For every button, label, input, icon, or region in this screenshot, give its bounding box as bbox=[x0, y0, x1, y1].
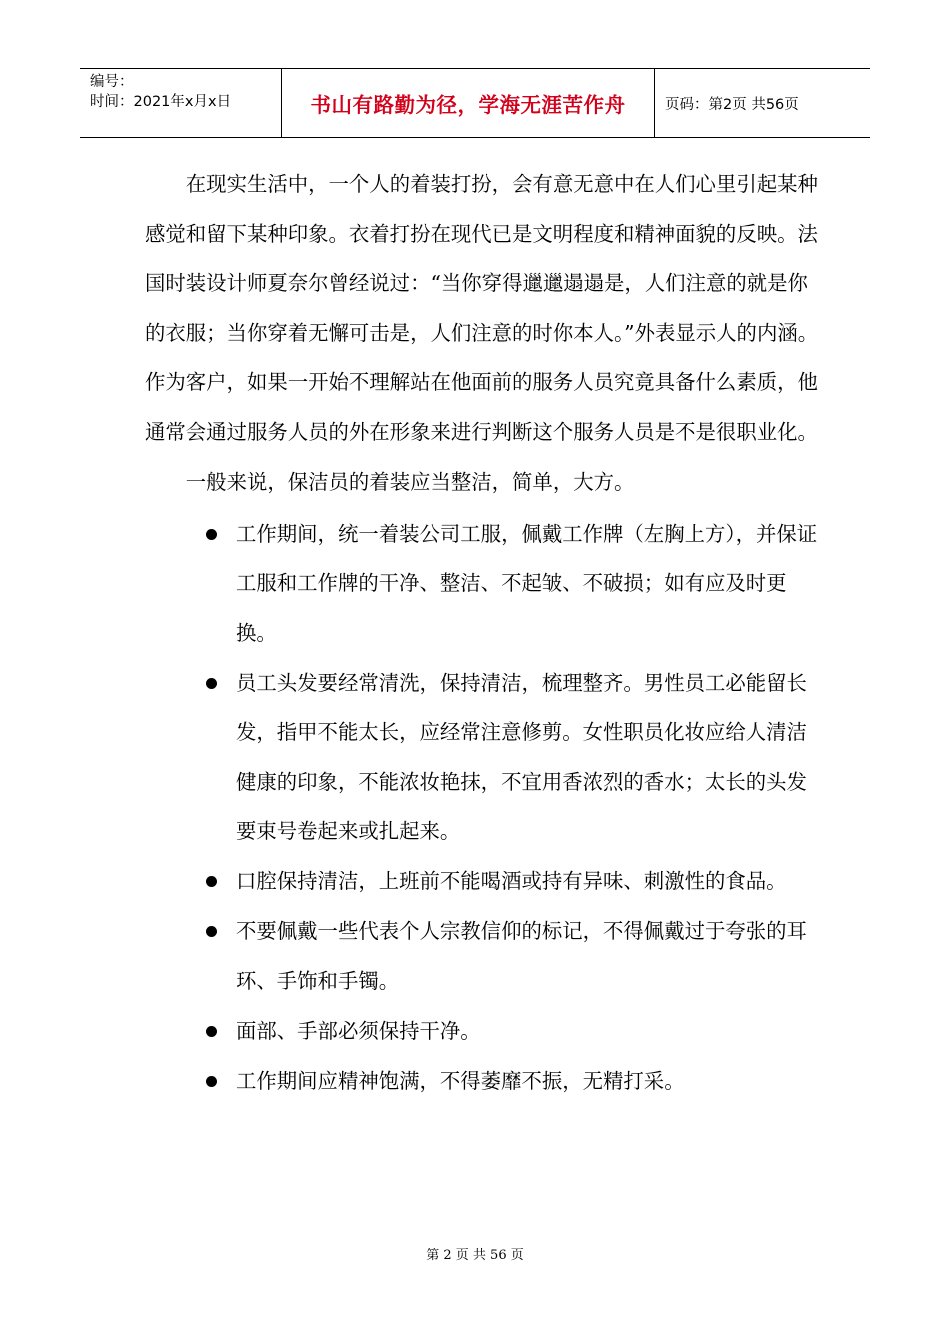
list-item bbox=[145, 857, 825, 907]
list-item bbox=[145, 510, 825, 659]
list-item bbox=[145, 1057, 825, 1107]
bullet-icon bbox=[206, 529, 217, 540]
dress-code-list bbox=[145, 510, 825, 1107]
bullet-icon bbox=[206, 876, 217, 887]
list-item bbox=[145, 659, 825, 857]
list-item-text: 工作期间，统一着装公司工服，佩戴工作牌（左胸上方），并保证工服和工作牌的干净、整洁、不起皱、不破损；如有应及时更换。 bbox=[236, 521, 818, 645]
bullet-icon bbox=[206, 1026, 217, 1037]
body-paragraph-2: 一般来说，保洁员的着装应当整洁，简单，大方。 bbox=[185, 470, 635, 494]
list-item-text: 面部、手部必须保持干净。 bbox=[236, 1018, 481, 1043]
header-meta-cell bbox=[80, 69, 282, 137]
list-item-text: 工作期间应精神饱满，不得萎靡不振，无精打采。 bbox=[236, 1068, 685, 1093]
page-footer: 第 2 页 共 56 页 bbox=[426, 1248, 524, 1263]
bullet-icon bbox=[206, 1076, 217, 1087]
list-item-text: 口腔保持清洁，上班前不能喝酒或持有异味、刺激性的食品。 bbox=[236, 869, 787, 893]
list-item bbox=[145, 907, 825, 1006]
header-motto: 书山有路勤为径，学海无涯苦作舟 bbox=[282, 69, 655, 137]
bullet-icon bbox=[206, 678, 217, 689]
list-item-text: 员工头发要经常清洗，保持清洁，梳理整齐。男性员工必能留长发，指甲不能太长，应经常注意修剪。女性职员化妆应给人清洁健康的印象，不能浓妆艳抹，不宜用香浓烈的香水；太长的头发要束号卷起来或扎起来。 bbox=[236, 670, 807, 843]
header-table bbox=[80, 68, 870, 138]
bullet-icon bbox=[206, 926, 217, 937]
body-paragraph-1: 在现实生活中，一个人的着装打扮，会有意无意中在人们心里引起某种感觉和留下某种印象。衣着打扮在现代已是文明程度和精神面貌的反映。法国时装设计师夏奈尔曾经说过：“当你穿得邋邋遢遢是，人们注意的就是你的衣服；当你穿着无懈可击是，人们注意的时你本人。”外表显示人的内涵。作为客户，如果一开始不理解站在他面前的服务人员究竟具备什么素质，他通常会通过服务人员的外在形象来进行判断这个服务人员是不是很职业化。 bbox=[145, 172, 819, 444]
document-body bbox=[145, 160, 825, 1107]
doc-time-label: 时间：2021年x月x日 bbox=[90, 94, 232, 110]
list-item-text: 不要佩戴一些代表个人宗教信仰的标记，不得佩戴过于夸张的耳环、手饰和手镯。 bbox=[236, 919, 807, 993]
header-page-info: 页码：第2页 共56页 bbox=[665, 96, 799, 113]
doc-number-label: 编号： bbox=[90, 74, 134, 90]
list-item bbox=[145, 1007, 825, 1057]
